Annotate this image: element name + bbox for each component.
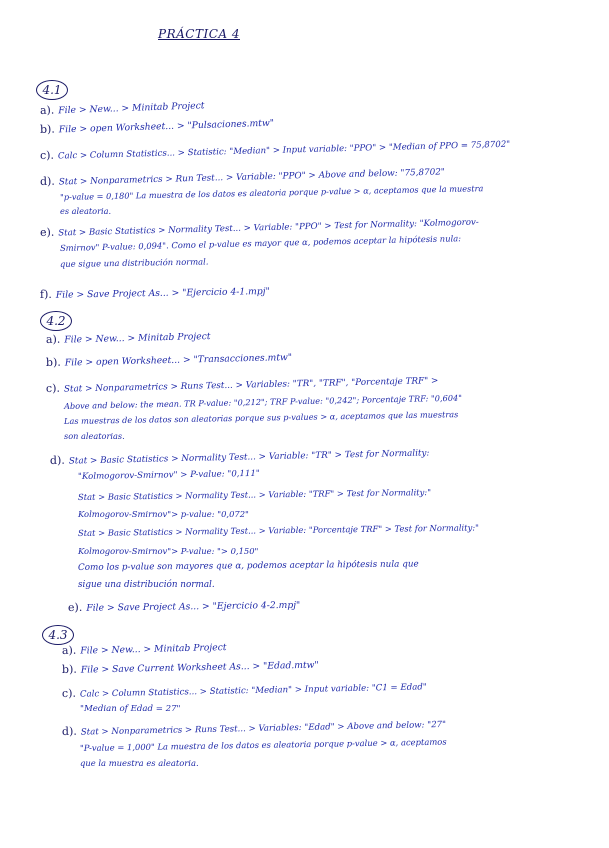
- step-4-1-b: [40, 117, 274, 137]
- step-4-1-d-note-2: es aleatoria.: [60, 206, 112, 216]
- step-4-2-b: [46, 351, 292, 370]
- step-text: File > New... > Minitab Project: [64, 330, 211, 346]
- step-letter: e).: [39, 225, 55, 239]
- step-4-3-c-note: "Median of Edad = 27": [80, 704, 181, 714]
- section-label-4-2: 4.2: [40, 311, 72, 331]
- step-4-2-c-note-2: Las muestras de los datos son aleatorias porque sus p-values > α, aceptamos que las muestras: [63, 409, 459, 426]
- step-4-3-c: [62, 680, 427, 701]
- step-4-2-c-note-3: son aleatorias.: [64, 431, 125, 441]
- step-letter: d).: [49, 453, 65, 467]
- step-4-2-c-note: Above and below: the mean. TR P-value: "0,212"; TRF P-value: "0,242"; Porcentaje TRF: "0,604": [63, 392, 463, 411]
- step-text: Stat > Nonparametrics > Runs Test... > Variables: "TR", "TRF", "Porcentaje TRF" >: [63, 376, 439, 395]
- step-4-2-d-note: "Kolmogorov-Smirnov" > P-value: "0,111": [77, 468, 260, 482]
- step-4-3-d-note-2: que la muestra es aleatoria.: [80, 758, 199, 768]
- step-4-3-a: [62, 641, 227, 658]
- step-4-2-d-note-2: Stat > Basic Statistics > Normality Test... > Variable: "TRF" > Test for Normality:": [77, 487, 432, 502]
- step-letter: b).: [45, 355, 61, 369]
- step-4-3-d-note: "P-value = 1,000" La muestra de los datos es aleatoria porque p-value > α, aceptamos: [79, 736, 447, 753]
- step-letter: c).: [45, 381, 61, 395]
- step-letter: a).: [39, 103, 55, 117]
- step-text: File > Save Project As... > "Ejercicio 4-2.mpj": [86, 599, 301, 614]
- step-4-1-e-note-2: que sigue una distribución normal.: [59, 256, 209, 269]
- step-text: File > New... > Minitab Project: [58, 100, 205, 117]
- step-letter: b).: [39, 122, 56, 136]
- step-text: Calc > Column Statistics... > Statistic: "Median" > Input variable: "C1 = Edad": [79, 682, 427, 700]
- step-text: Calc > Column Statistics... > Statistic: "Median" > Input variable: "PPO" > "Median of PPO = 75,8702": [57, 139, 511, 162]
- step-text: File > Save Project As... > "Ejercicio 4-1.mpj": [55, 285, 270, 301]
- step-letter: d).: [61, 724, 77, 738]
- step-4-2-d-note-3: Kolmogorov-Smirnov"> p-value: "0,072": [78, 509, 249, 519]
- step-text: File > Save Current Worksheet As... > "Edad.mtw": [80, 659, 319, 676]
- step-letter: a).: [45, 332, 61, 346]
- step-4-2-d-note-6: Como los p-value son mayores que α, podemos aceptar la hipótesis nula que: [77, 559, 419, 573]
- step-4-2-a: [46, 330, 211, 347]
- step-4-1-a: [40, 99, 205, 118]
- step-4-1-f: [40, 285, 270, 302]
- section-label-4-3: 4.3: [42, 625, 74, 645]
- step-text: Stat > Basic Statistics > Normality Test... > Variable: "TR" > Test for Normality:: [68, 448, 430, 467]
- step-text: Stat > Nonparametrics > Runs Test... > Variables: "Edad" > Above and below: "27": [80, 719, 447, 738]
- step-text: Stat > Basic Statistics > Normality Test... > Variable: "PPO" > Test for Normality: "Kolmogorov-: [58, 217, 479, 239]
- step-4-3-b: [62, 659, 319, 677]
- step-letter: d).: [39, 174, 55, 188]
- step-4-2-d-note-4: Stat > Basic Statistics > Normality Test... > Variable: "Porcentaje TRF" > Test for Normality:": [77, 522, 480, 538]
- step-4-1-e-note: Smirnov" P-value: 0,094". Como el p-value es mayor que α, podemos aceptar la hipótesis nula:: [59, 233, 462, 253]
- step-4-2-d-note-5: Kolmogorov-Smirnov"> P-value: "> 0,150": [78, 546, 259, 556]
- step-4-2-e: [68, 599, 300, 615]
- step-text: File > open Worksheet... > "Transacciones.mtw": [64, 351, 293, 369]
- step-letter: f).: [39, 287, 52, 301]
- step-4-2-d: [50, 446, 430, 468]
- section-label-4-1: 4.1: [36, 80, 68, 100]
- step-letter: a).: [61, 643, 77, 657]
- step-4-1-c: [40, 138, 511, 163]
- step-4-1-d-note: "p-value = 0,180" La muestra de los datos es aleatoria porque p-value > α, aceptamos que la muestra: [59, 183, 484, 202]
- step-text: Stat > Nonparametrics > Run Test... > Variable: "PPO" > Above and below: "75,8702": [58, 167, 446, 188]
- step-letter: b).: [61, 662, 77, 676]
- page-title: PRÁCTICA 4: [158, 27, 240, 41]
- step-letter: e).: [67, 600, 83, 614]
- step-text: File > New... > Minitab Project: [80, 641, 227, 657]
- step-4-2-d-note-7: sigue una distribución normal.: [78, 580, 215, 590]
- step-letter: c).: [61, 686, 77, 700]
- step-text: File > open Worksheet... > "Pulsaciones.mtw": [58, 117, 275, 136]
- step-letter: c).: [39, 148, 55, 162]
